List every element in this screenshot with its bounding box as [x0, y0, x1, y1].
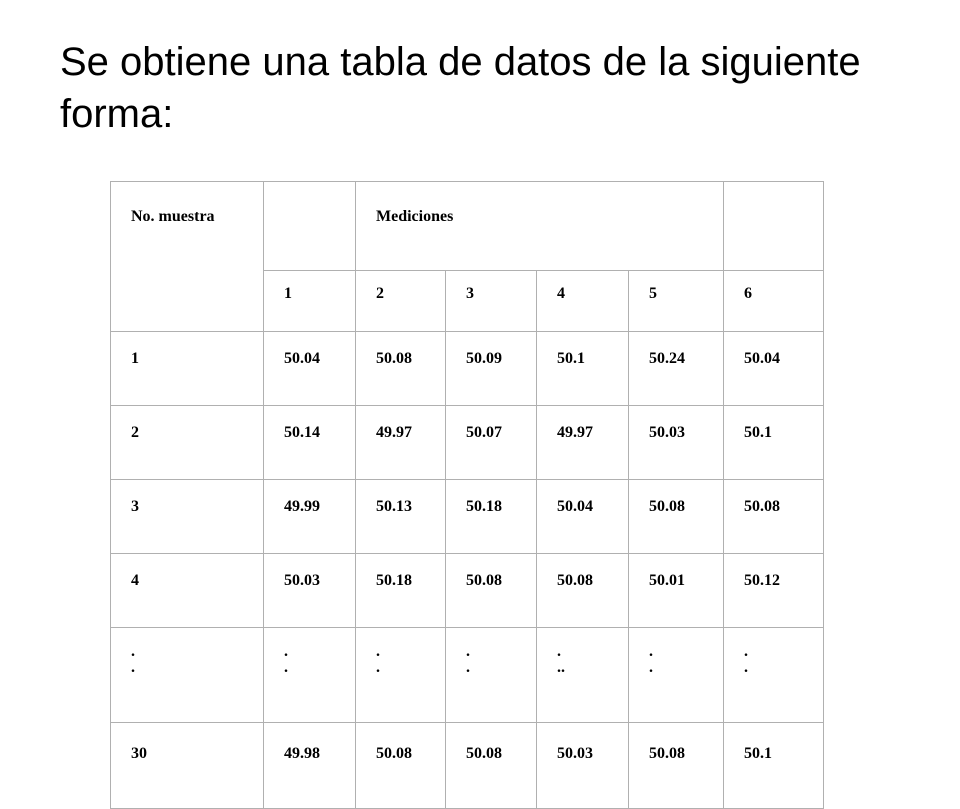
- ellipsis-cell: . .: [264, 628, 356, 723]
- ellipsis-cell: . .: [724, 628, 824, 723]
- sample-number-header: No. muestra: [111, 182, 264, 332]
- header-empty-cell: [724, 182, 824, 271]
- measurement-cell: 50.13: [356, 480, 446, 554]
- measurement-col-header: 5: [629, 271, 724, 332]
- measurement-cell: 50.03: [629, 406, 724, 480]
- measurement-cell: 50.04: [724, 332, 824, 406]
- sample-number-cell: 1: [111, 332, 264, 406]
- measurement-cell: 50.04: [537, 480, 629, 554]
- measurement-cell: 50.03: [264, 554, 356, 628]
- ellipsis-cell: . .: [446, 628, 537, 723]
- measurement-cell: 49.97: [537, 406, 629, 480]
- ellipsis-cell: . .: [356, 628, 446, 723]
- measurement-table: [110, 181, 824, 809]
- measurement-cell: 50.08: [629, 480, 724, 554]
- measurement-cell: 50.24: [629, 332, 724, 406]
- table-row: [111, 554, 824, 628]
- measurement-cell: 50.08: [629, 723, 724, 809]
- measurements-header: Mediciones: [356, 182, 724, 271]
- measurement-col-header: 4: [537, 271, 629, 332]
- measurement-cell: 50.08: [356, 332, 446, 406]
- measurement-col-header: 3: [446, 271, 537, 332]
- ellipsis-cell: . .: [629, 628, 724, 723]
- ellipsis-row: [111, 628, 824, 723]
- ellipsis-cell: . ..: [537, 628, 629, 723]
- sample-number-cell: 4: [111, 554, 264, 628]
- header-empty-cell: [264, 182, 356, 271]
- measurement-cell: 50.08: [724, 480, 824, 554]
- measurement-cell: 50.03: [537, 723, 629, 809]
- table-header-row: [111, 182, 824, 271]
- measurement-cell: 50.08: [356, 723, 446, 809]
- measurement-cell: 50.1: [724, 406, 824, 480]
- measurement-cell: 50.1: [537, 332, 629, 406]
- measurement-cell: 49.98: [264, 723, 356, 809]
- table-row: [111, 480, 824, 554]
- measurement-cell: 50.18: [356, 554, 446, 628]
- table-row: [111, 723, 824, 809]
- measurement-cell: 50.08: [446, 554, 537, 628]
- measurement-cell: 49.99: [264, 480, 356, 554]
- sample-number-cell: 2: [111, 406, 264, 480]
- measurement-col-header: 6: [724, 271, 824, 332]
- measurement-col-header: 2: [356, 271, 446, 332]
- slide-title: Se obtiene una tabla de datos de la siguiente forma:: [60, 40, 861, 136]
- measurement-cell: 50.04: [264, 332, 356, 406]
- sample-number-cell: 3: [111, 480, 264, 554]
- ellipsis-cell: . .: [111, 628, 264, 723]
- measurement-cell: 50.12: [724, 554, 824, 628]
- measurement-cell: 50.08: [446, 723, 537, 809]
- measurement-cell: 50.01: [629, 554, 724, 628]
- table-row: [111, 406, 824, 480]
- table-row: [111, 332, 824, 406]
- measurement-cell: 49.97: [356, 406, 446, 480]
- measurement-cell: 50.18: [446, 480, 537, 554]
- measurement-cell: 50.08: [537, 554, 629, 628]
- sample-number-cell: 30: [111, 723, 264, 809]
- measurement-cell: 50.14: [264, 406, 356, 480]
- measurement-cell: 50.09: [446, 332, 537, 406]
- measurement-cell: 50.1: [724, 723, 824, 809]
- measurement-cell: 50.07: [446, 406, 537, 480]
- measurement-col-header: 1: [264, 271, 356, 332]
